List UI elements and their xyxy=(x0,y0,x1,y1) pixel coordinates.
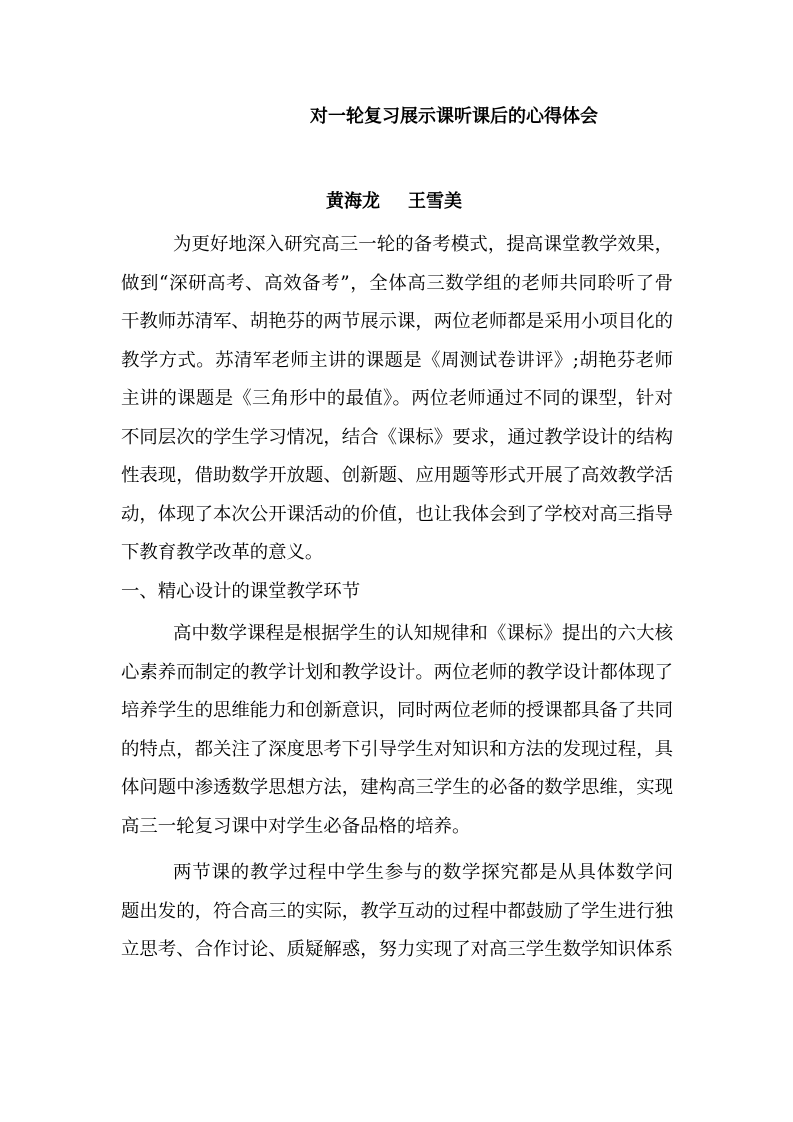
paragraph-line: 高三一轮复习课中对学生必备品格的培养。 xyxy=(121,815,471,837)
paragraph-line: 性表现，借助数学开放题、创新题、应用题等形式开展了高效教学活 xyxy=(121,465,673,486)
paragraph-line: 做到“深研高考、高效备考”，全体高三数学组的老师共同聆听了骨 xyxy=(121,272,673,294)
paragraph-line: 的特点，都关注了深度思考下引导学生对知识和方法的发现过程，具 xyxy=(121,738,673,760)
paragraph-line: 题出发的，符合高三的实际，教学互动的过程中都鼓励了学生进行独 xyxy=(121,900,673,922)
document-body xyxy=(121,226,673,970)
author-line xyxy=(326,189,462,215)
paragraph-line: 不同层次的学生学习情况，结合《课标》要求，通过教学设计的结构 xyxy=(121,426,673,448)
author-name: 王雪美 xyxy=(408,191,462,212)
paragraph-line: 心素养而制定的教学计划和教学设计。两位老师的教学设计都体现了 xyxy=(121,661,673,683)
paragraph-line: 两节课的教学过程中学生参与的数学探究都是从具体数学问 xyxy=(173,862,673,883)
paragraph-line: 培养学生的思维能力和创新意识，同时两位老师的授课都具备了共同 xyxy=(121,700,673,721)
section-heading: 一、精心设计的课堂教学环节 xyxy=(121,580,361,602)
paragraph-line: 下教育教学改革的意义。 xyxy=(121,542,324,563)
paragraph-line: 教学方式。苏清军老师主讲的课题是《周测试卷讲评》;胡艳芬老师 xyxy=(121,349,673,371)
paragraph-line: 体问题中渗透数学思想方法，建构高三学生的必备的数学思维，实现 xyxy=(121,777,673,798)
author-name: 黄海龙 xyxy=(326,191,380,212)
paragraph-line: 为更好地深入研究高三一轮的备考模式，提高课堂教学效果， xyxy=(173,234,673,255)
document-title: 对一轮复习展示课听课后的心得体会 xyxy=(310,106,598,127)
paragraph-line: 高中数学课程是根据学生的认知规律和《课标》提出的六大核 xyxy=(173,623,673,644)
paragraph-line: 干教师苏清军、胡艳芬的两节展示课，两位老师都是采用小项目化的 xyxy=(121,311,673,332)
paragraph-line: 主讲的课题是《三角形中的最值》。两位老师通过不同的课型，针对 xyxy=(121,388,673,409)
paragraph-line: 动，体现了本次公开课活动的价值，也让我体会到了学校对高三指导 xyxy=(121,503,673,525)
paragraph-line: 立思考、合作讨论、质疑解惑，努力实现了对高三学生数学知识体系 xyxy=(121,939,673,960)
